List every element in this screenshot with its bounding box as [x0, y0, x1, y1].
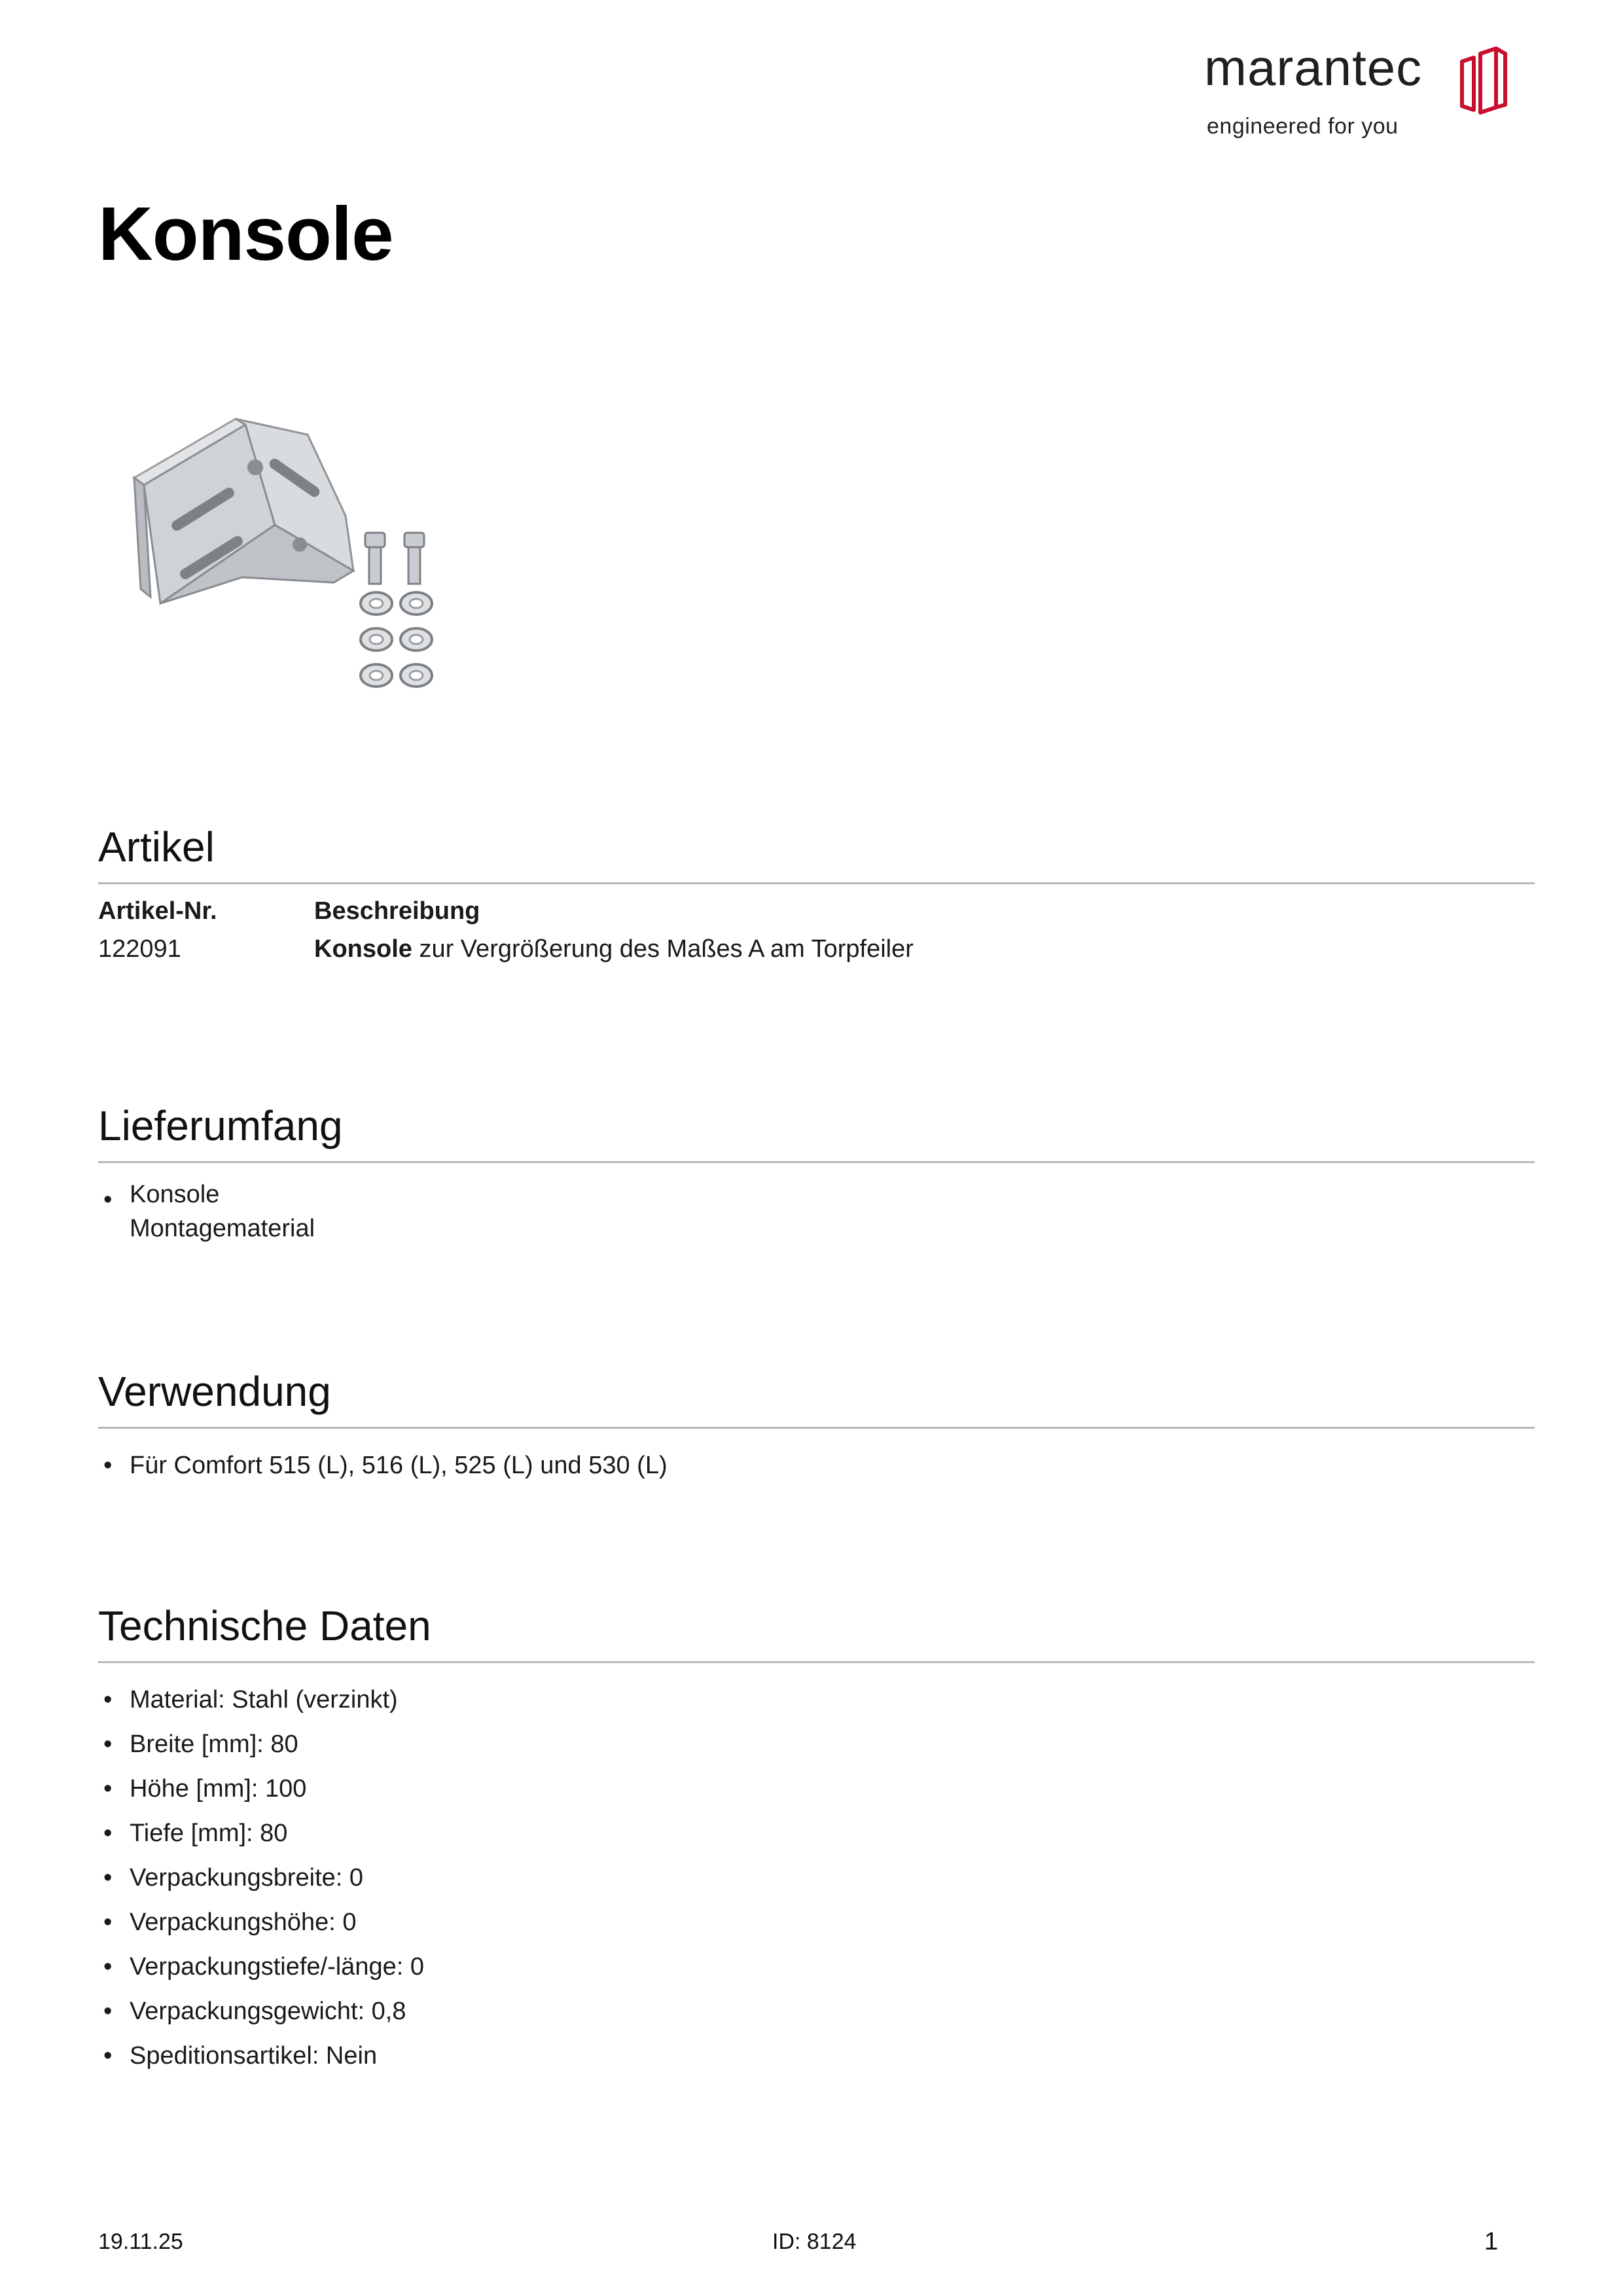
- description-product-name: Konsole: [314, 935, 412, 963]
- footer-id: ID: 8124: [772, 2229, 857, 2254]
- list-item: [98, 1811, 1535, 1856]
- column-header-description: Beschreibung: [314, 897, 480, 925]
- bullet-icon: •: [103, 1864, 113, 1892]
- divider: [98, 1661, 1535, 1663]
- spec-text: Höhe [mm]: 100: [130, 1775, 307, 1803]
- brand-name: marantec: [1204, 39, 1423, 96]
- section-lieferumfang: [98, 1102, 1535, 1246]
- bullet-icon: •: [103, 1186, 113, 1213]
- spec-text: Verpackungsbreite: 0: [130, 1864, 364, 1892]
- spec-text: Breite [mm]: 80: [130, 1731, 298, 1758]
- section-heading: Artikel: [98, 823, 215, 870]
- list-item: [98, 1900, 1535, 1945]
- footer-date: 19.11.25: [98, 2229, 183, 2254]
- usage-text: Für Comfort 515 (L), 516 (L), 525 (L) und 530 (L): [130, 1452, 668, 1479]
- list-item: [98, 1767, 1535, 1811]
- bullet-icon: •: [103, 1731, 113, 1758]
- divider: [98, 1427, 1535, 1429]
- list-item: [98, 1989, 1535, 2034]
- brand-tagline: engineered for you: [1207, 114, 1399, 139]
- marantec-door-icon: [1458, 45, 1509, 118]
- section-heading: Lieferumfang: [98, 1102, 343, 1149]
- section-artikel: [98, 823, 1535, 963]
- bullet-icon: •: [103, 1820, 113, 1847]
- list-item: [98, 2034, 1535, 2078]
- article-description: [314, 935, 914, 963]
- bullet-icon: •: [103, 1686, 113, 1713]
- bullet-icon: •: [103, 1909, 113, 1936]
- list-item: [98, 1722, 1535, 1767]
- bullet-icon: •: [103, 2042, 113, 2070]
- divider: [98, 882, 1535, 884]
- spec-text: Speditionsartikel: Nein: [130, 2042, 378, 2070]
- scope-line: Montagematerial: [130, 1215, 315, 1242]
- brand-logo: [1204, 39, 1505, 147]
- section-verwendung: [98, 1368, 1535, 1488]
- bullet-icon: •: [103, 1998, 113, 2025]
- description-text: zur Vergrößerung des Maßes A am Torpfeiler: [412, 935, 914, 963]
- scope-line: Konsole: [130, 1181, 220, 1208]
- section-heading: Verwendung: [98, 1368, 331, 1415]
- product-image: [98, 361, 471, 736]
- section-technische-daten: [98, 1602, 1535, 2078]
- spec-text: Verpackungshöhe: 0: [130, 1909, 357, 1936]
- spec-text: Verpackungstiefe/-länge: 0: [130, 1953, 424, 1981]
- bullet-icon: •: [103, 1452, 113, 1479]
- section-heading: Technische Daten: [98, 1602, 431, 1649]
- list-item: [98, 1856, 1535, 1900]
- spec-text: Material: Stahl (verzinkt): [130, 1686, 398, 1713]
- divider: [98, 1161, 1535, 1163]
- list-item: [98, 1677, 1535, 1722]
- column-header-number: Artikel-Nr.: [98, 897, 217, 925]
- list-item: [98, 1945, 1535, 1989]
- spec-text: Tiefe [mm]: 80: [130, 1820, 288, 1847]
- article-number: 122091: [98, 935, 181, 963]
- list-item: [98, 1443, 1535, 1488]
- bullet-icon: •: [103, 1953, 113, 1981]
- page-number: 1: [1484, 2228, 1499, 2255]
- bullet-icon: •: [103, 1775, 113, 1803]
- spec-text: Verpackungsgewicht: 0,8: [130, 1998, 406, 2025]
- page-title: Konsole: [98, 191, 393, 276]
- list-item: [98, 1177, 1535, 1246]
